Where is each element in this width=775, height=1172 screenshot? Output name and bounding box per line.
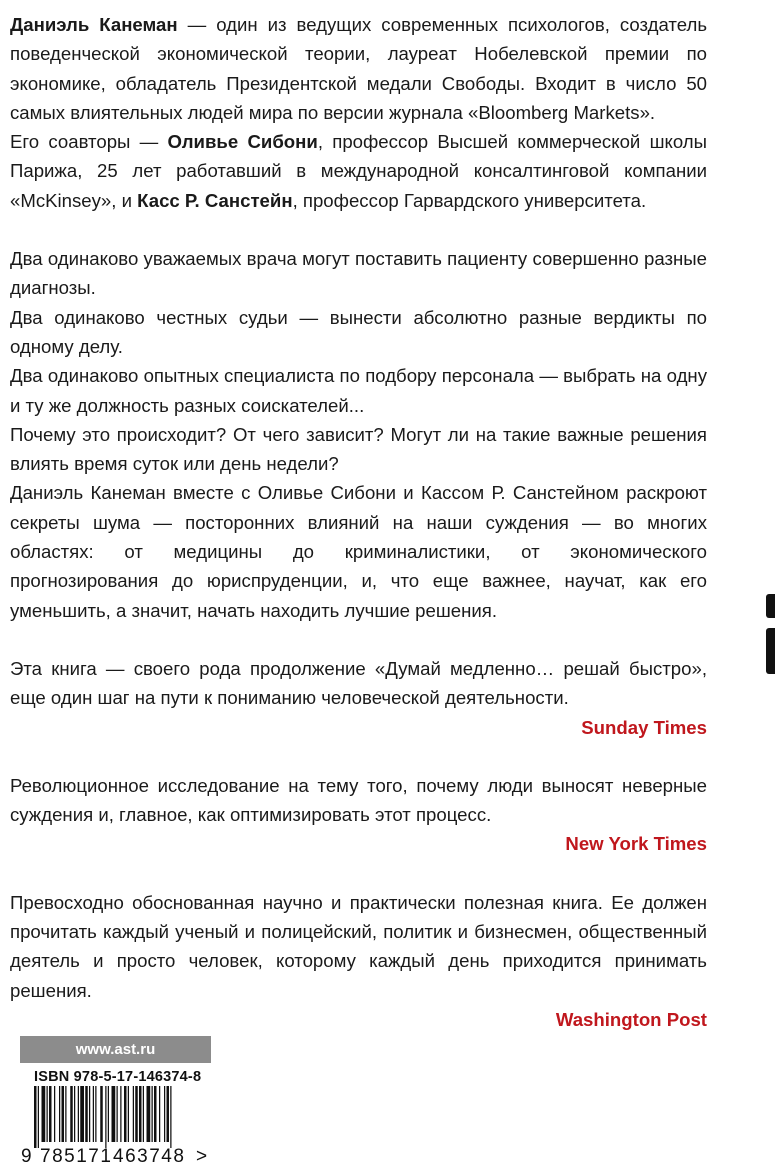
description-paragraph: Два одинаково опытных специалиста по подбору персонала — выбрать на одну и ту же должность разных соискателей... bbox=[10, 365, 707, 416]
barcode-bar bbox=[133, 1086, 134, 1142]
barcode-lead-digit: 9 bbox=[21, 1146, 32, 1167]
coauthors-bio bbox=[10, 127, 707, 215]
barcode-bar bbox=[34, 1086, 37, 1148]
barcode-bar bbox=[100, 1086, 103, 1142]
barcode-bar bbox=[74, 1086, 75, 1142]
author-name: Даниэль Канеман bbox=[10, 14, 178, 35]
author-bio bbox=[10, 10, 707, 127]
page-edge-mark bbox=[766, 628, 775, 674]
review-quote: Превосходно обоснованная научно и практически полезная книга. Ее должен прочитать каждый ученый и полицейский, политик и бизнесмен, общественный деятель и просто человек, которому каждый день приходится принимать решения. bbox=[10, 891, 707, 1001]
barcode-bar bbox=[85, 1086, 88, 1142]
barcode-bar bbox=[143, 1086, 144, 1142]
barcode-bar bbox=[38, 1086, 39, 1148]
barcode-bar bbox=[139, 1086, 142, 1142]
description-paragraph: Почему это происходит? От чего зависит? Могут ли на такие важные решения влиять время суток или день недели? bbox=[10, 423, 707, 475]
review-quote: Эта книга — своего рода продолжение «Думай медленно… решай быстро», еще один шаг на пути к пониманию человеческой деятельности. bbox=[10, 657, 707, 709]
barcode-bar bbox=[54, 1086, 55, 1142]
coauthor2-name: Касс Р. Санстейн bbox=[137, 189, 293, 211]
review-source: New York Times bbox=[565, 833, 707, 855]
description-paragraph: Два одинаково уважаемых врача могут поставить пациенту совершенно разные диагнозы. bbox=[10, 248, 707, 299]
back-cover-text bbox=[10, 10, 707, 1034]
barcode-bar bbox=[117, 1086, 118, 1142]
barcode-bar bbox=[154, 1086, 157, 1142]
barcode-bar bbox=[164, 1086, 165, 1142]
barcode-bar bbox=[124, 1086, 127, 1142]
barcode-bar bbox=[112, 1086, 116, 1142]
review-source: Washington Post bbox=[555, 1008, 707, 1030]
barcode-arrow: > bbox=[196, 1146, 208, 1167]
coauthors-intro: Его соавторы — bbox=[10, 131, 168, 153]
barcode-bar bbox=[152, 1086, 153, 1142]
barcode-bar bbox=[159, 1086, 160, 1142]
barcode-digits-left: 785171 bbox=[40, 1146, 113, 1167]
barcode bbox=[20, 1086, 210, 1148]
page-edge-mark bbox=[766, 594, 775, 618]
barcode-bar bbox=[89, 1086, 90, 1142]
barcode-bar bbox=[135, 1086, 138, 1142]
barcode-bar bbox=[78, 1086, 79, 1142]
description-paragraph: Два одинаково честных судьи — вынести абсолютно разные вердикты по одному делу. bbox=[10, 306, 707, 357]
coauthor2-text: , профессор Гарвардского университета. bbox=[292, 189, 647, 211]
barcode-bar bbox=[147, 1086, 151, 1142]
barcode-bar bbox=[80, 1086, 84, 1142]
barcode-bar bbox=[128, 1086, 129, 1142]
publisher-website: www.ast.ru bbox=[20, 1036, 211, 1063]
barcode-bar bbox=[108, 1086, 109, 1142]
isbn-label: ISBN 978-5-17-146374-8 bbox=[34, 1069, 202, 1085]
review-quote: Революционное исследование на тему того, почему люди выносят неверные суждения и, главное, как оптимизировать этот процесс. bbox=[10, 774, 707, 826]
coauthor1-name: Оливье Сибони bbox=[167, 131, 318, 153]
barcode-bar bbox=[120, 1086, 121, 1142]
barcode-bar bbox=[62, 1086, 65, 1142]
barcode-digits-right: 463748 bbox=[113, 1146, 186, 1167]
barcode-bar bbox=[59, 1086, 60, 1142]
coauthor1-text: , профессор Высшей коммерческой школы Парижа, 25 лет работавший в международной консалтинговой компании «McKinsey», и bbox=[10, 131, 707, 211]
barcode-bar bbox=[70, 1086, 73, 1142]
barcode-bar bbox=[49, 1086, 52, 1142]
barcode-bar bbox=[170, 1086, 171, 1148]
barcode-bar bbox=[105, 1086, 106, 1148]
barcode-bar bbox=[95, 1086, 96, 1142]
author-bio-text: — один из ведущих современных психологов, создатель поведенческой экономической теории, лауреат Нобелевской премии по экономике, обладатель Президентской медали Свободы. Входит в число 50 самых влиятельных людей мира по версии журнала «Bloomberg Markets». bbox=[10, 14, 708, 123]
barcode-bar bbox=[65, 1086, 66, 1142]
review-source: Sunday Times bbox=[581, 716, 707, 738]
barcode-bar bbox=[93, 1086, 94, 1142]
barcode-bar bbox=[42, 1086, 46, 1142]
description-paragraph: Даниэль Канеман вместе с Оливье Сибони и Кассом Р. Санстейном раскроют секреты шума — посторонних влияний на наши суждения — во многих областях: от медицины до криминалистики, от экономического прогнозирования до юриспруденции, и, что еще важнее, научат, как его уменьшить, а значит, начать находить лучшие решения. bbox=[10, 482, 707, 621]
barcode-bar bbox=[47, 1086, 48, 1142]
barcode-bar bbox=[167, 1086, 170, 1142]
